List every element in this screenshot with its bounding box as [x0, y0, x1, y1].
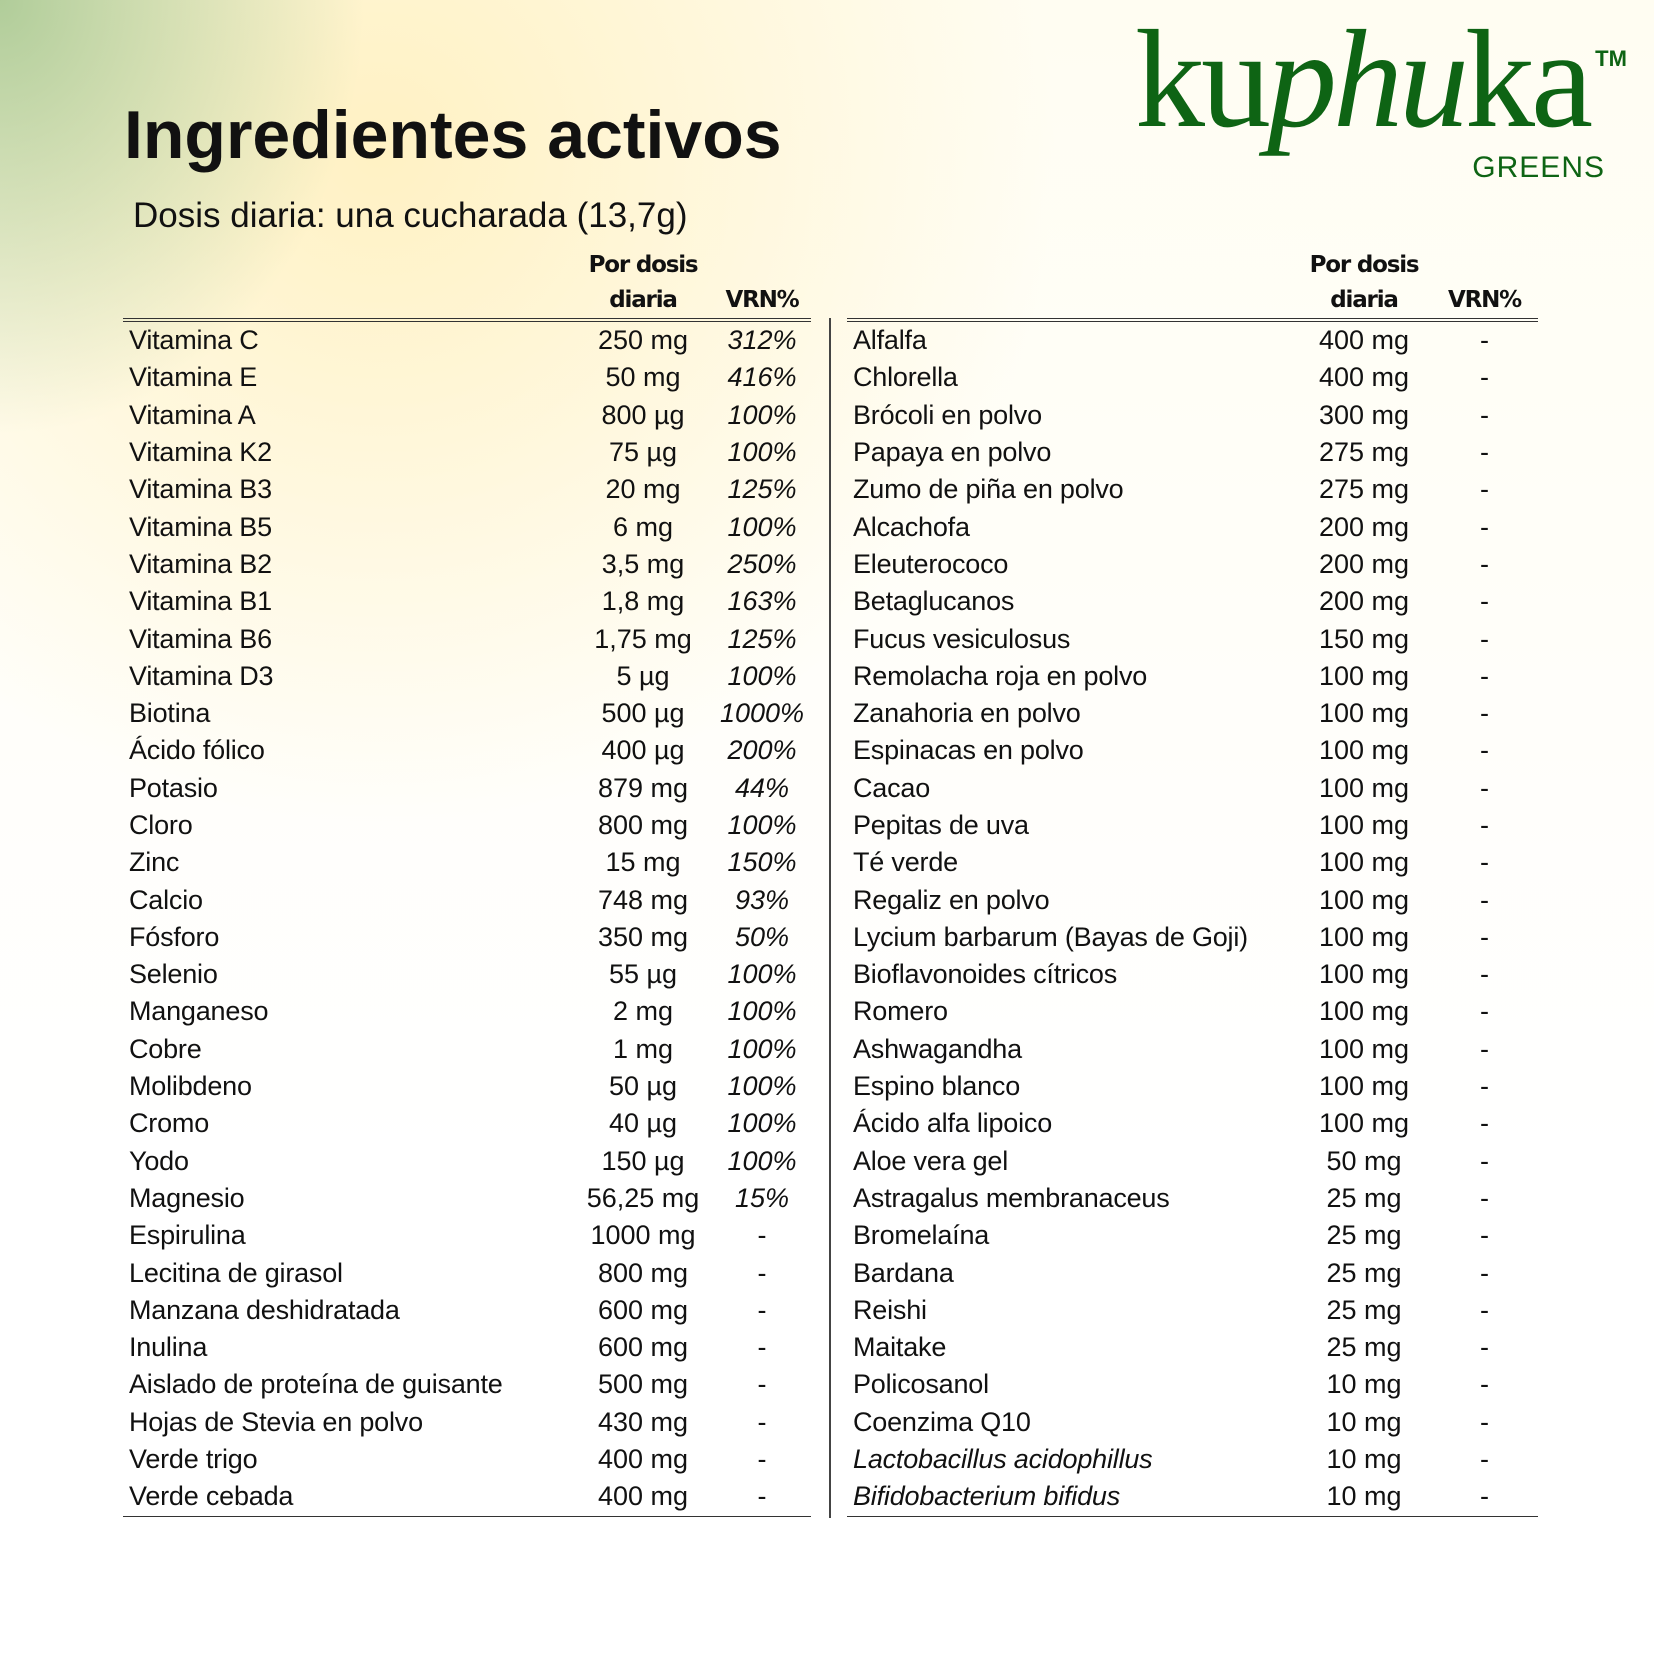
dose-value: 55 µg	[608, 959, 678, 990]
vrn-value: 163%	[727, 586, 797, 617]
logo-trademark: TM	[1595, 46, 1627, 71]
vrn-value: -	[1480, 511, 1489, 542]
vrn-value: -	[1480, 921, 1489, 952]
table-row	[123, 1441, 811, 1478]
vrn-value: -	[757, 1444, 767, 1475]
dose-value: 300 mg	[1318, 399, 1410, 430]
ingredient-name: Molibdeno	[129, 1071, 252, 1102]
dose-value: 10 mg	[1326, 1406, 1402, 1437]
table-row	[123, 320, 811, 359]
dose-value: 100 mg	[1318, 735, 1410, 766]
dose-value: 400 µg	[601, 735, 685, 766]
dose-header-line1: Por dosis	[1309, 252, 1419, 278]
dose-value: 600 mg	[597, 1294, 689, 1325]
dose-value: 100 mg	[1318, 884, 1410, 915]
vrn-value: 1000%	[719, 698, 805, 729]
ingredient-header	[123, 248, 573, 320]
page-title: Ingredientes activos	[124, 97, 782, 173]
ingredient-name: Té verde	[853, 847, 958, 878]
dose-header-line1: Por dosis	[588, 252, 698, 278]
table-row	[123, 1404, 811, 1441]
vrn-value: -	[1480, 586, 1489, 617]
dose-value: 400 mg	[573, 1478, 713, 1516]
dose-value: 100 mg	[1318, 996, 1410, 1027]
ingredient-name: Vitamina B2	[129, 548, 272, 579]
table-row	[847, 471, 1538, 508]
table-row	[847, 434, 1538, 471]
ingredient-name: Bromelaína	[853, 1220, 990, 1251]
ingredient-name: Romero	[853, 996, 948, 1027]
table-row	[123, 546, 811, 583]
ingredient-name: Espinacas en polvo	[853, 735, 1084, 766]
vrn-value: 15%	[734, 1182, 790, 1213]
ingredient-name: Bardana	[853, 1257, 954, 1288]
table-row	[847, 695, 1538, 732]
table-row	[847, 1217, 1538, 1254]
ingredient-name: Coenzima Q10	[853, 1406, 1031, 1437]
kuphuka-greens-logo	[1135, 2, 1635, 190]
vrn-value: -	[1480, 660, 1489, 691]
ingredient-header	[847, 248, 1297, 320]
table-row	[123, 1105, 811, 1142]
vrn-value: 250%	[727, 548, 797, 579]
ingredient-name: Policosanol	[853, 1369, 989, 1400]
dose-value: 430 mg	[597, 1406, 689, 1437]
vrn-value: -	[713, 1478, 811, 1516]
vrn-value: -	[1480, 847, 1489, 878]
ingredient-name: Cobre	[129, 1033, 202, 1064]
vrn-value: -	[1480, 1369, 1489, 1400]
dose-value: 56,25 mg	[586, 1182, 700, 1213]
ingredient-name: Zinc	[129, 847, 180, 878]
dose-value: 100 mg	[1318, 921, 1410, 952]
vrn-value: -	[1480, 474, 1489, 505]
vrn-value: 100%	[727, 959, 797, 990]
table-row	[847, 770, 1538, 807]
table-row	[847, 1180, 1538, 1217]
vrn-value: -	[1480, 959, 1489, 990]
table-row	[123, 956, 811, 993]
dose-value: 150 mg	[1318, 623, 1410, 654]
dose-header-line2: diaria	[609, 287, 677, 313]
table-row	[847, 1068, 1538, 1105]
vrn-value: 100%	[727, 1033, 797, 1064]
ingredient-name: Magnesio	[129, 1182, 245, 1213]
ingredient-name: Fósforo	[129, 921, 220, 952]
dose-value: 800 µg	[601, 399, 685, 430]
dose-value: 1,8 mg	[601, 586, 685, 617]
ingredient-name: Papaya en polvo	[853, 437, 1052, 468]
dose-value: 100 mg	[1318, 1108, 1410, 1139]
dose-value: 25 mg	[1326, 1220, 1402, 1251]
vrn-value: -	[1480, 1182, 1489, 1213]
dose-value: 100 mg	[1318, 959, 1410, 990]
vrn-value: 100%	[727, 660, 797, 691]
table-row	[847, 1404, 1538, 1441]
table-row	[123, 695, 811, 732]
table-row	[847, 919, 1538, 956]
table-row	[847, 1105, 1538, 1142]
dose-value: 400 mg	[1318, 325, 1410, 356]
table-row	[847, 1292, 1538, 1329]
vrn-value: -	[757, 1294, 767, 1325]
dose-value: 25 mg	[1326, 1182, 1402, 1213]
vrn-value: -	[757, 1332, 767, 1363]
dose-header	[573, 248, 713, 320]
table-row	[123, 1292, 811, 1329]
ingredient-name: Vitamina C	[129, 325, 259, 356]
vrn-value: -	[1480, 698, 1489, 729]
table-row	[123, 583, 811, 620]
vrn-value: -	[1431, 1478, 1538, 1516]
table-row	[847, 359, 1538, 396]
vrn-value: 100%	[727, 1071, 797, 1102]
vrn-value: 125%	[727, 474, 797, 505]
vrn-value: -	[1480, 623, 1489, 654]
ingredient-name: Cacao	[853, 772, 931, 803]
ingredient-name: Vitamina B3	[129, 474, 272, 505]
table-row	[123, 1143, 811, 1180]
ingredient-name: Manganeso	[129, 996, 269, 1027]
table-row	[123, 1068, 811, 1105]
table-row	[847, 807, 1538, 844]
ingredient-name: Aloe vera gel	[853, 1145, 1008, 1176]
vrn-value: 200%	[727, 735, 797, 766]
vrn-value: -	[1480, 1444, 1489, 1475]
vrn-value: 50%	[734, 921, 790, 952]
ingredient-name: Fucus vesiculosus	[853, 623, 1071, 654]
ingredient-name: Ácido fólico	[129, 735, 265, 766]
logo-wordmark-row	[1135, 2, 1627, 157]
table-row	[123, 770, 811, 807]
vrn-value: 100%	[727, 1145, 797, 1176]
ingredient-name: Calcio	[129, 884, 203, 915]
dose-value: 50 µg	[608, 1071, 678, 1102]
column-divider	[829, 318, 831, 1518]
dose-value: 25 mg	[1326, 1257, 1402, 1288]
dose-value: 50 mg	[605, 362, 681, 393]
dose-value: 40 µg	[608, 1108, 678, 1139]
ingredient-name: Lecitina de girasol	[129, 1257, 343, 1288]
dose-value: 6 mg	[612, 511, 674, 542]
vrn-value: -	[1480, 996, 1489, 1027]
table-row	[123, 508, 811, 545]
table-row	[123, 1366, 811, 1403]
dose-value: 200 mg	[1318, 548, 1410, 579]
ingredients-table-right	[847, 248, 1538, 1517]
vrn-value: -	[1480, 1294, 1489, 1325]
dose-value: 75 µg	[608, 437, 678, 468]
dose-value: 100 mg	[1318, 772, 1410, 803]
table-row	[847, 732, 1538, 769]
table-row	[123, 732, 811, 769]
dose-value: 100 mg	[1318, 698, 1410, 729]
dose-value: 800 mg	[597, 1257, 689, 1288]
table-row	[123, 1217, 811, 1254]
vrn-value: -	[1480, 772, 1489, 803]
ingredient-name: Biotina	[129, 698, 211, 729]
vrn-value: 312%	[727, 325, 797, 356]
ingredient-name: Betaglucanos	[853, 586, 1015, 617]
ingredient-name: Bioflavonoides cítricos	[853, 959, 1118, 990]
dose-value: 10 mg	[1326, 1369, 1402, 1400]
dose-value: 100 mg	[1318, 1033, 1410, 1064]
table-row	[123, 1478, 811, 1516]
dose-value: 200 mg	[1318, 511, 1410, 542]
dose-value: 1000 mg	[590, 1220, 696, 1251]
dose-value: 2 mg	[612, 996, 674, 1027]
table-row	[123, 844, 811, 881]
dose-value: 879 mg	[597, 772, 689, 803]
ingredient-name: Lactobacillus acidophillus	[853, 1444, 1153, 1475]
ingredient-name: Eleuterococo	[853, 548, 1009, 579]
vrn-value: 100%	[727, 1108, 797, 1139]
vrn-value: 100%	[727, 399, 797, 430]
vrn-value: -	[1480, 1071, 1489, 1102]
vrn-value: -	[757, 1257, 767, 1288]
table-row	[847, 1366, 1538, 1403]
ingredient-name: Yodo	[129, 1145, 189, 1176]
ingredient-name: Zumo de piña en polvo	[853, 474, 1124, 505]
table-row	[123, 1254, 811, 1291]
vrn-header: VRN%	[713, 248, 811, 320]
ingredient-name: Selenio	[129, 959, 218, 990]
dose-value: 100 mg	[1318, 847, 1410, 878]
vrn-value: 416%	[727, 362, 797, 393]
dose-value: 15 mg	[605, 847, 681, 878]
dose-value: 150 µg	[601, 1145, 685, 1176]
dose-value: 25 mg	[1326, 1332, 1402, 1363]
dose-value: 1 mg	[612, 1033, 674, 1064]
vrn-header: VRN%	[1431, 248, 1538, 320]
ingredient-name: Vitamina E	[129, 362, 258, 393]
vrn-value: 100%	[727, 996, 797, 1027]
vrn-value: 100%	[727, 437, 797, 468]
dose-value: 400 mg	[597, 1444, 689, 1475]
ingredient-name: Espirulina	[129, 1220, 246, 1251]
table-row	[847, 397, 1538, 434]
table-row	[847, 620, 1538, 657]
vrn-value: 100%	[727, 810, 797, 840]
table-row	[847, 844, 1538, 881]
ingredient-name: Vitamina B6	[129, 623, 272, 654]
ingredient-name: Regaliz en polvo	[853, 884, 1050, 915]
dose-value: 250 mg	[597, 325, 689, 356]
table-row	[847, 508, 1538, 545]
dose-value: 100 mg	[1318, 1071, 1410, 1102]
vrn-value: -	[1480, 548, 1489, 579]
ingredient-name: Vitamina B5	[129, 511, 272, 542]
table-row	[847, 546, 1538, 583]
table-row	[847, 1143, 1538, 1180]
vrn-value: -	[1480, 437, 1489, 468]
table-row	[123, 658, 811, 695]
ingredient-name: Cromo	[129, 1108, 210, 1139]
vrn-value: -	[1480, 1406, 1489, 1437]
table-row	[123, 471, 811, 508]
vrn-value: -	[1480, 1220, 1489, 1251]
ingredient-name: Alfalfa	[853, 325, 927, 356]
dose-value: 275 mg	[1318, 474, 1410, 505]
table-header	[847, 248, 1538, 320]
vrn-value: -	[1480, 325, 1489, 356]
ingredient-name: Brócoli en polvo	[853, 399, 1042, 430]
vrn-value: -	[1480, 810, 1489, 840]
table-row	[123, 993, 811, 1030]
dose-value: 500 µg	[601, 698, 685, 729]
dose-value: 400 mg	[1318, 362, 1410, 393]
dose-value: 200 mg	[1318, 586, 1410, 617]
table-row	[847, 881, 1538, 918]
ingredient-name: Alcachofa	[853, 511, 970, 542]
ingredient-name: Chlorella	[853, 362, 958, 393]
logo-wordmark: kuphuka	[1135, 2, 1590, 157]
vrn-value: 150%	[727, 847, 797, 878]
ingredient-name: Remolacha roja en polvo	[853, 660, 1148, 691]
table-row	[847, 956, 1538, 993]
vrn-value: -	[1480, 1257, 1489, 1288]
vrn-value: -	[1480, 362, 1489, 393]
vrn-value: -	[757, 1406, 767, 1437]
ingredient-name: Inulina	[129, 1332, 208, 1363]
dose-value: 100 mg	[1318, 660, 1410, 691]
daily-dose-subtitle: Dosis diaria: una cucharada (13,7g)	[133, 196, 688, 235]
ingredient-name: Ácido alfa lipoico	[853, 1108, 1053, 1139]
table-row	[847, 658, 1538, 695]
table-row	[123, 881, 811, 918]
vrn-value: 125%	[727, 623, 797, 654]
vrn-value: -	[1480, 399, 1489, 430]
vrn-value: 44%	[734, 772, 790, 803]
ingredient-name: Cloro	[129, 810, 193, 840]
ingredient-name: Bifidobacterium bifidus	[847, 1478, 1297, 1516]
dose-value: 275 mg	[1318, 437, 1410, 468]
vrn-value: -	[757, 1369, 767, 1400]
ingredient-name: Vitamina A	[129, 399, 256, 430]
dose-value: 10 mg	[1326, 1444, 1402, 1475]
table-row	[123, 359, 811, 396]
ingredient-name: Verde trigo	[129, 1444, 258, 1475]
dose-value: 748 mg	[597, 884, 689, 915]
ingredient-name: Hojas de Stevia en polvo	[129, 1406, 423, 1437]
dose-value: 25 mg	[1326, 1294, 1402, 1325]
table-row	[123, 1180, 811, 1217]
table-row	[847, 1478, 1538, 1516]
table-row	[847, 993, 1538, 1030]
table-row	[847, 583, 1538, 620]
vrn-value: 93%	[734, 884, 790, 915]
table-row	[123, 1329, 811, 1366]
dose-value: 800 mg	[597, 810, 689, 840]
ingredient-name: Reishi	[853, 1294, 927, 1325]
table-row	[847, 1254, 1538, 1291]
dose-header	[1297, 248, 1431, 320]
table-row	[847, 320, 1538, 359]
dose-value: 3,5 mg	[601, 548, 685, 579]
table-row	[847, 1329, 1538, 1366]
ingredient-name: Manzana deshidratada	[129, 1294, 400, 1325]
dose-value: 20 mg	[605, 474, 681, 505]
table-row	[123, 620, 811, 657]
vrn-value: -	[1480, 1332, 1489, 1363]
dose-value: 350 mg	[597, 921, 689, 952]
ingredient-name: Astragalus membranaceus	[853, 1182, 1170, 1213]
vrn-value: -	[1480, 884, 1489, 915]
vrn-value: -	[1480, 1108, 1489, 1139]
ingredient-name: Verde cebada	[123, 1478, 573, 1516]
ingredient-name: Vitamina D3	[129, 660, 274, 691]
table-row	[123, 807, 811, 844]
dose-value: 500 mg	[597, 1369, 689, 1400]
ingredient-name: Pepitas de uva	[853, 810, 1029, 840]
table-row	[123, 1031, 811, 1068]
dose-header-line2: diaria	[1330, 287, 1398, 313]
dose-value: 10 mg	[1297, 1478, 1431, 1516]
ingredients-table-left	[123, 248, 811, 1517]
ingredient-name: Ashwagandha	[853, 1033, 1022, 1064]
ingredient-name: Potasio	[129, 772, 218, 803]
table-row	[847, 1031, 1538, 1068]
dose-value: 100 mg	[1318, 810, 1410, 840]
ingredient-name: Vitamina B1	[129, 586, 272, 617]
dose-value: 5 µg	[616, 660, 670, 691]
ingredient-name: Zanahoria en polvo	[853, 698, 1081, 729]
logo-subtitle: GREENS	[1472, 151, 1605, 184]
dose-value: 50 mg	[1326, 1145, 1402, 1176]
dose-value: 1,75 mg	[594, 623, 692, 654]
dose-value: 600 mg	[597, 1332, 689, 1363]
vrn-value: -	[1480, 735, 1489, 766]
ingredient-name: Maitake	[853, 1332, 947, 1363]
table-row	[123, 919, 811, 956]
vrn-value: 100%	[727, 511, 797, 542]
table-row	[847, 1441, 1538, 1478]
table-row	[123, 397, 811, 434]
ingredient-name: Vitamina K2	[129, 437, 272, 468]
ingredient-name: Espino blanco	[853, 1071, 1021, 1102]
table-header	[123, 248, 811, 320]
ingredient-name: Lycium barbarum (Bayas de Goji)	[853, 921, 1248, 952]
vrn-value: -	[757, 1220, 767, 1251]
table-row	[123, 434, 811, 471]
ingredient-name: Aislado de proteína de guisante	[129, 1369, 503, 1400]
vrn-value: -	[1480, 1145, 1489, 1176]
vrn-value: -	[1480, 1033, 1489, 1064]
